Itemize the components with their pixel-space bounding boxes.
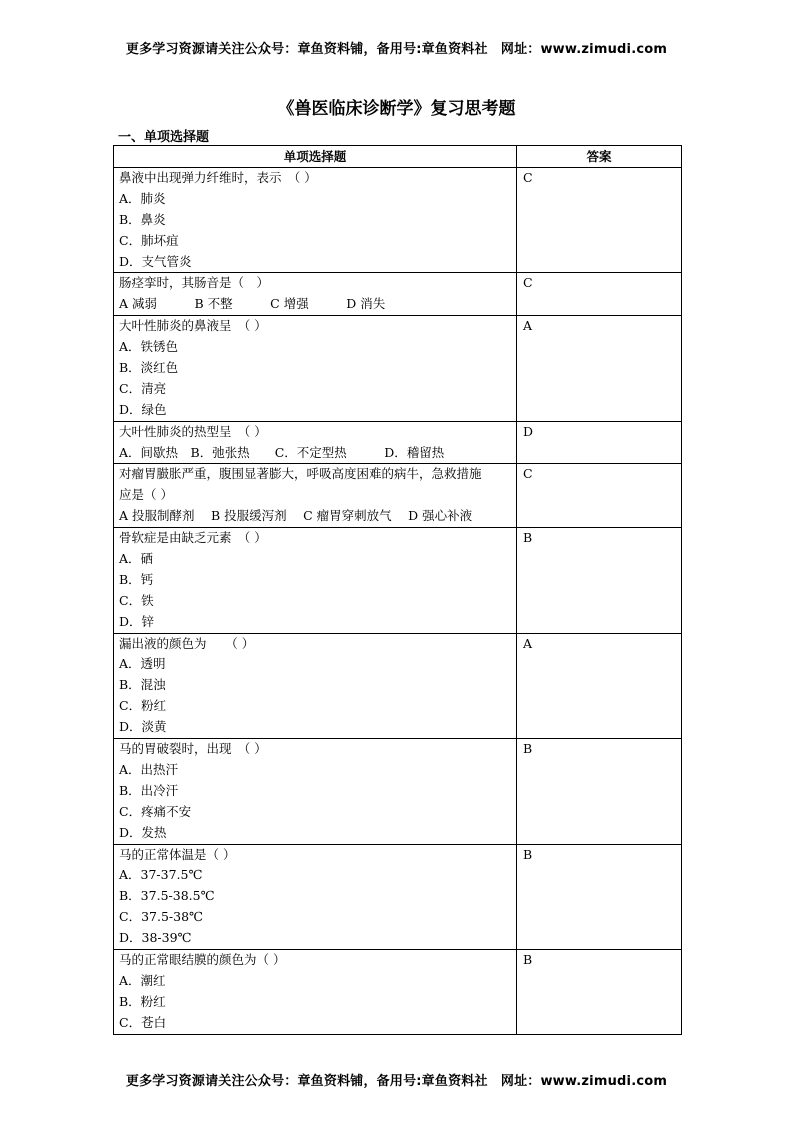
- question-option: B．混浊: [119, 677, 166, 693]
- table-row: [114, 528, 682, 633]
- question-cell: [114, 739, 517, 844]
- question-cell: [114, 949, 517, 1034]
- answer-cell: [517, 421, 682, 464]
- answer-text: B: [523, 741, 533, 757]
- question-option: B．37.5-38.5℃: [119, 888, 215, 904]
- table-row: [114, 421, 682, 464]
- answer-text: D: [523, 423, 534, 439]
- question-option: D．支气管炎: [119, 253, 192, 269]
- question-option: A．硒: [119, 551, 154, 567]
- question-text: 漏出液的颜色为 （ ）: [119, 635, 255, 651]
- question-option: A．出热汗: [119, 761, 179, 777]
- question-cell: [114, 316, 517, 421]
- answer-cell: [517, 168, 682, 273]
- question-cell: [114, 464, 517, 528]
- question-text: 大叶性肺炎的热型呈 （ ）: [119, 423, 267, 439]
- answer-cell: [517, 464, 682, 528]
- question-option: D．淡黄: [119, 719, 167, 735]
- question-option: A．37-37.5℃: [119, 867, 203, 883]
- question-option: D．锌: [119, 613, 155, 629]
- answer-cell: [517, 949, 682, 1034]
- answer-text: A: [523, 318, 533, 334]
- question-option: B．淡红色: [119, 360, 179, 376]
- answer-cell: [517, 273, 682, 316]
- question-option: 应是（ ）: [119, 487, 173, 503]
- question-text: 马的胃破裂时，出现 （ ）: [119, 741, 267, 757]
- question-option: D．38-39℃: [119, 930, 192, 946]
- answer-column-header: 答案: [517, 146, 682, 168]
- footer-banner: 更多学习资源请关注公众号：章鱼资料铺，备用号:章鱼资料社 网址：www.zimudi.com: [125, 1074, 668, 1089]
- question-text: 肠痉挛时，其肠音是（ ）: [119, 275, 270, 291]
- table-row: [114, 844, 682, 949]
- answer-cell: [517, 844, 682, 949]
- question-option: D．绿色: [119, 401, 167, 417]
- question-option: B．出冷汗: [119, 782, 179, 798]
- question-option: D．发热: [119, 824, 167, 840]
- table-row: [114, 273, 682, 316]
- question-option: C．清亮: [119, 380, 167, 396]
- question-cell: [114, 528, 517, 633]
- answer-text: C: [523, 170, 533, 185]
- question-cell: [114, 421, 517, 464]
- question-option: A．透明: [119, 656, 166, 672]
- question-option: C．苍白: [119, 1014, 167, 1030]
- answer-text: B: [523, 846, 533, 862]
- answer-cell: [517, 739, 682, 844]
- question-option: C．疼痛不安: [119, 803, 192, 819]
- table-row: [114, 464, 682, 528]
- table-row: [114, 633, 682, 738]
- question-option: C．肺坏疽: [119, 232, 179, 248]
- question-option: A 投服制酵剂 B 投服缓泻剂 C 瘤胃穿刺放气 D 强心补液: [119, 508, 473, 524]
- answer-cell: [517, 528, 682, 633]
- table-row: [114, 949, 682, 1034]
- table-row: [114, 168, 682, 273]
- answer-text: C: [523, 466, 533, 482]
- question-cell: [114, 633, 517, 738]
- question-option: B．鼻炎: [119, 211, 166, 227]
- answer-cell: [517, 633, 682, 738]
- question-text: 鼻液中出现弹力纤维时，表示 （ ）: [119, 170, 317, 185]
- table-row: [114, 316, 682, 421]
- question-text: 大叶性肺炎的鼻液呈 （ ）: [119, 318, 267, 334]
- question-text: 马的正常眼结膜的颜色为（ ）: [119, 951, 286, 967]
- question-option: C．铁: [119, 592, 154, 608]
- question-column-header: 单项选择题: [114, 146, 517, 168]
- question-option: A．潮红: [119, 972, 166, 988]
- question-text: 马的正常体温是（ ）: [119, 846, 236, 862]
- question-cell: [114, 844, 517, 949]
- answer-cell: [517, 316, 682, 421]
- question-text: 骨软症是由缺乏元素 （ ）: [119, 530, 267, 546]
- question-option: C．粉红: [119, 698, 167, 714]
- question-cell: [114, 168, 517, 273]
- question-option: B．钙: [119, 571, 154, 587]
- question-text: 对瘤胃臌胀严重，腹围显著膨大，呼吸高度困难的病牛，急救措施: [119, 466, 482, 482]
- question-option: B．粉红: [119, 993, 166, 1009]
- question-option: A．间歇热 B．弛张热 C．不定型热 D．稽留热: [119, 444, 445, 460]
- header-banner: 更多学习资源请关注公众号：章鱼资料铺，备用号:章鱼资料社 网址：www.zimudi.com: [125, 42, 668, 57]
- question-option: A．肺炎: [119, 190, 166, 206]
- question-rows: [114, 168, 682, 1035]
- document-title: 《兽医临床诊断学》复习思考题: [277, 99, 516, 119]
- question-option: C．37.5-38℃: [119, 909, 204, 925]
- table-header-row: [114, 146, 682, 168]
- question-cell: [114, 273, 517, 316]
- answer-text: A: [523, 635, 533, 651]
- section-title: 一、单项选择题: [118, 130, 210, 145]
- answer-text: C: [523, 275, 533, 291]
- table-row: [114, 739, 682, 844]
- question-option: A 减弱 B 不整 C 增强 D 消失: [119, 296, 386, 312]
- answer-text: B: [523, 951, 533, 967]
- question-table: [113, 145, 682, 1035]
- question-option: A．铁锈色: [119, 339, 179, 355]
- answer-text: B: [523, 530, 533, 546]
